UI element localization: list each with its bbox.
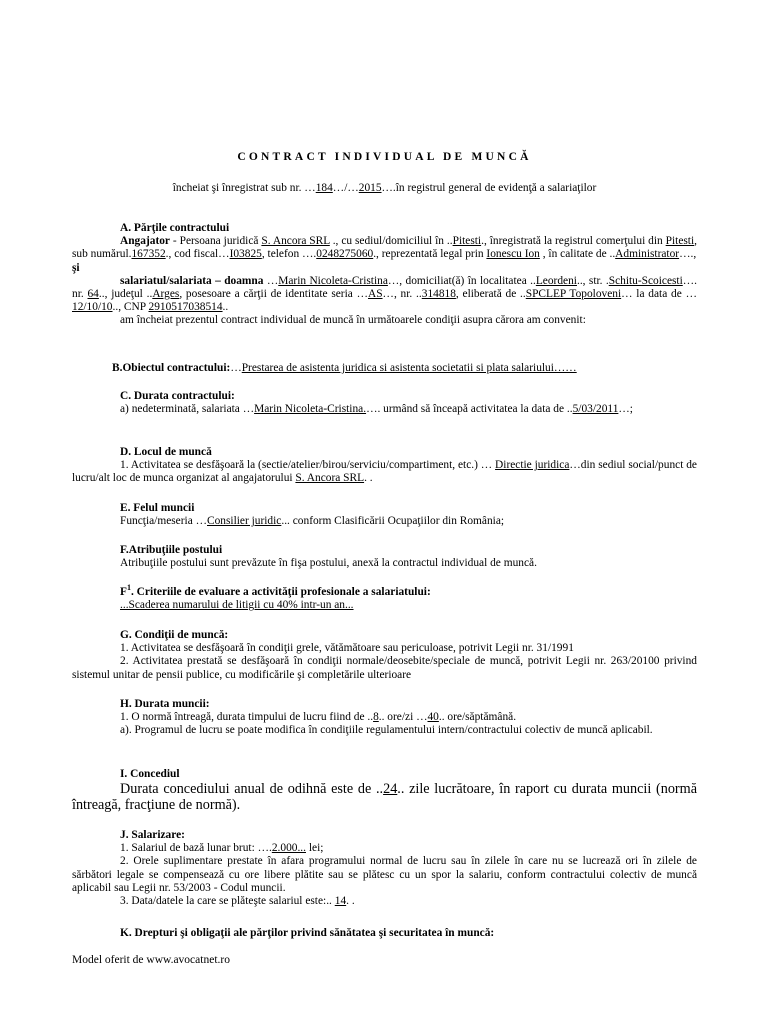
- section-h-heading: H. Durata muncii:: [120, 698, 210, 710]
- section-b: B.Obiectul contractului:…Prestarea de asistenta juridica si asistenta societatii si plata salariului……: [112, 362, 577, 374]
- job-paragraph: Funcţia/meseria …Consilier juridic... conform Clasificării Ocupaţiilor din România;: [120, 515, 505, 528]
- section-k-heading: K. Drepturi şi obligaţii ale părţilor privind sănătatea şi securitatea în muncă:: [120, 927, 495, 939]
- job-title: Consilier juridic: [207, 515, 282, 528]
- representative-role: Administrator: [615, 248, 680, 261]
- salary-amount: 2.000...: [271, 842, 306, 855]
- employer-city: Pitesti: [452, 235, 482, 248]
- id-issuer: SPCLEP Topoloveni: [525, 288, 622, 301]
- footer-credit: Model oferit de www.avocatnet.ro: [72, 954, 230, 966]
- employee-name: Marin Nicoleta-Cristina: [278, 274, 388, 287]
- employer-company: S. Ancora SRL: [261, 235, 330, 248]
- section-i: [72, 768, 697, 813]
- section-b-heading: B.Obiectul contractului:: [112, 362, 231, 374]
- vacation-paragraph: Durata concediului anual de odihnă este de ..24.. zile lucrătoare, în raport cu durata muncii (normă întreagă, fracţiune de normă).: [72, 781, 697, 814]
- hours-per-day: 8: [373, 711, 379, 724]
- register-number: 167352: [131, 248, 166, 261]
- employee-street: Schitu-Scoicesti: [608, 274, 683, 287]
- section-f1: [72, 583, 697, 612]
- register-city: Pitesti: [665, 235, 695, 248]
- registration-line: încheiat şi înregistrat sub nr. …184…/…2015….în registrul general de evidenţă a salariaţilor: [172, 182, 597, 194]
- registration-number: 184: [315, 182, 333, 194]
- start-date: 5/03/2011: [572, 403, 619, 416]
- section-h: [72, 698, 697, 738]
- phone-number: 0248275060: [316, 248, 374, 261]
- pay-day: 14: [334, 895, 347, 908]
- employee-county: Arges: [152, 288, 180, 301]
- and-conjunction: şi: [72, 261, 80, 274]
- working-hours: 1. O normă întreagă, durata timpului de lucru fiind de ..8.. ore/zi …40.. ore/săptămână.: [120, 711, 517, 724]
- contract-object: Prestarea de asistenta juridica si asistenta societatii si plata salariului……: [241, 362, 577, 374]
- work-conditions-2: 2. Activitatea prestată se desfăşoară în condiţii normale/deosebite/speciale de muncă, potrivit Legii nr. 263/20100 privind sistemul unitar de pensii publice, cu modificările şi completările ulterioare: [72, 655, 697, 681]
- section-e: [72, 502, 697, 528]
- section-d-heading: D. Locul de muncă: [120, 446, 212, 458]
- section-a-heading: A. Părţile contractului: [120, 222, 230, 234]
- workplace-paragraph: 1. Activitatea se desfăşoară la (sectie/atelier/birou/serviciu/compartiment, etc.) … Directie juridica…din sediul social/punct de lucru/alt loc de munca organizat al angajatorului S. Ancora SRL. .: [72, 459, 697, 485]
- contract-duration: a) nedeterminată, salariata …Marin Nicoleta-Cristina.…. urmând să înceapă activitatea la data de ..5/03/2011…;: [120, 403, 633, 416]
- section-k: [72, 927, 697, 940]
- id-issue-date: 12/10/10: [72, 301, 113, 314]
- section-j: [72, 829, 697, 908]
- workplace-company: S. Ancora SRL: [295, 472, 365, 485]
- hours-per-week: 40: [427, 711, 439, 724]
- document-title: CONTRACT INDIVIDUAL DE MUNCĂ: [237, 151, 532, 163]
- section-d: [72, 446, 697, 486]
- registration-year: 2015: [358, 182, 382, 194]
- vacation-days: 24: [383, 781, 398, 798]
- employee-name-c: Marin Nicoleta-Cristina.: [254, 403, 367, 416]
- section-g-heading: G. Condiţii de muncă:: [120, 629, 229, 641]
- employee-street-number: 64: [87, 288, 99, 301]
- employer-paragraph: Angajator - Persoana juridică S. Ancora SRL ., cu sediul/domiciliul în ..Pitesti., înregistrată la registrul comerţului din Pitesti, sub numărul.167352., cod fiscal…I03825, telefon ….0248275060., reprezentată legal prin Ionescu Ion , în calitate de ..Administrator….,: [72, 235, 697, 261]
- id-number: 314818: [421, 288, 456, 301]
- section-e-heading: E. Felul muncii: [120, 502, 195, 514]
- section-f-heading: F.Atribuţiile postului: [120, 544, 223, 556]
- id-series: AS: [367, 288, 383, 301]
- duties-text: Atribuţiile postului sunt prevăzute în fişa postului, anexă la contractul individual de muncă.: [120, 557, 537, 570]
- section-a: [72, 222, 697, 328]
- section-f1-heading: $F^1$. Criteriile de evaluare a activităţii profesionale a salariatului:: [120, 583, 431, 598]
- payday-line: 3. Data/datele la care se plăteşte salariul este:.. 14. .: [120, 895, 355, 908]
- work-conditions-1: 1. Activitatea se desfăşoară în condiţii grele, vătămătoare sau periculoase, potrivit Legii nr. 31/1991: [120, 642, 574, 655]
- section-g: [72, 629, 697, 682]
- section-j-heading: J. Salarizare:: [120, 829, 185, 841]
- evaluation-criteria: ...Scaderea numarului de litigii cu 40% intr-un an...: [120, 599, 354, 612]
- employee-cnp: 2910517038514: [148, 301, 223, 314]
- base-salary: 1. Salariul de bază lunar brut: ….2.000... lei;: [120, 842, 324, 855]
- employee-locality: Leordeni: [535, 274, 577, 287]
- department: Directie juridica: [495, 459, 570, 472]
- section-c: [72, 390, 697, 416]
- employee-paragraph: salariatul/salariata – doamna …Marin Nicoleta-Cristina…, domiciliat(ă) în localitatea ..Leordeni.., str. .Schitu-Scoicesti…. nr. 64.., judeţul ..Arges, posesoare a cărţii de identitate seria …AS…, nr. ..314818, eliberată de ..SPCLEP Topoloveni… la data de …12/10/10.., CNP 2910517038514..: [72, 274, 698, 314]
- overtime-paragraph: 2. Orele suplimentare prestate în afara programului normal de lucru sau în zilele în care nu se lucrează ori în zilele de sărbători legale se compensează cu ore libere plătite sau se plătesc cu un spor la salariu, conform contractului colectiv de muncă aplicabil sau Legii nr. 53/2003 - Codul muncii.: [72, 855, 697, 894]
- fiscal-code: I03825: [229, 248, 262, 261]
- legal-representative: Ionescu Ion: [486, 248, 540, 261]
- agreement-statement: am încheiat prezentul contract individual de muncă în următoarele condiţii asupra cărora am convenit:: [120, 314, 586, 327]
- section-c-heading: C. Durata contractului:: [120, 390, 235, 402]
- section-f: [72, 544, 697, 570]
- schedule-note: a). Programul de lucru se poate modifica în condiţiile regulamentului intern/contractului colectiv de muncă aplicabil.: [120, 724, 653, 737]
- section-i-heading: I. Concediul: [120, 768, 180, 780]
